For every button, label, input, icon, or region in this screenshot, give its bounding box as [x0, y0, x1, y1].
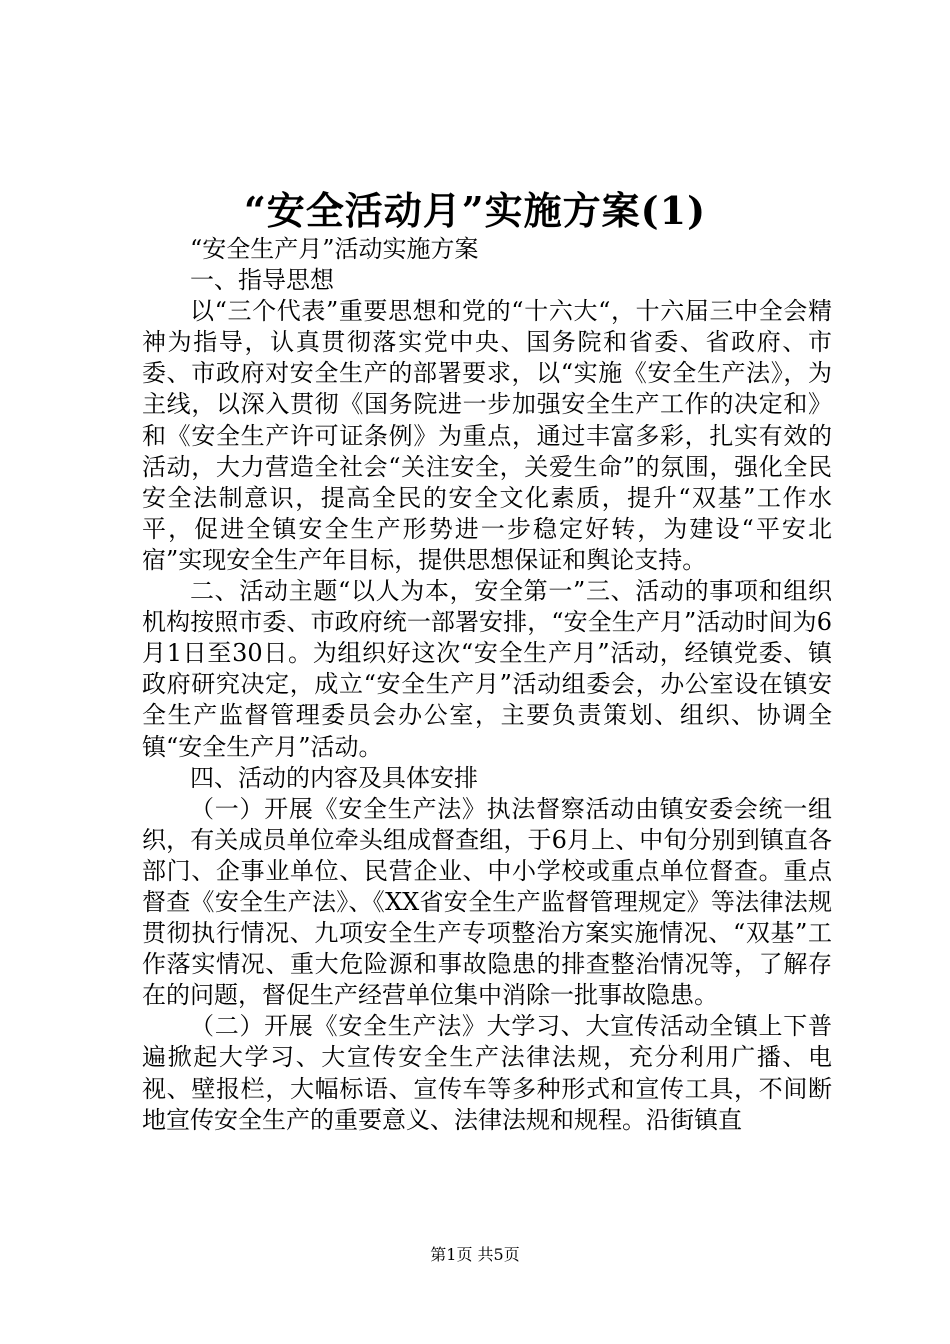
page-footer: 第1页 共5页 — [430, 1245, 520, 1264]
document-title: “安全活动月”实施方案(1) — [243, 188, 707, 233]
paragraph-theme-and-organization: 二、活动主题“以人为本，安全第一”三、活动的事项和组织机构按照市委、市政府统一部署安排，“安全生产月”活动时间为6月1日至30日。为组织好这次“安全生产月”活动，经镇党委、镇政府研究决定，成立“安全生产月”活动组委会，办公室设在镇安全生产监督管理委员会办公室，主要负责策划、组织、协调全镇“安全生产月”活动。 — [142, 577, 832, 761]
paragraph-subtitle: “安全生产月”活动实施方案 — [190, 235, 479, 263]
paragraph-law-study-publicity: （二）开展《安全生产法》大学习、大宣传活动全镇上下普遍掀起大学习、大宣传安全生产法律法规，充分利用广播、电视、壁报栏，大幅标语、宣传车等多种形式和宣传工具，不间断地宣传安全生产的重要意义、法律法规和规程。沿街镇直 — [142, 1012, 832, 1134]
paragraph-guiding-ideology: 以“三个代表”重要思想和党的“十六大“，十六届三中全会精神为指导，认真贯彻落实党中央、国务院和省委、省政府、市委、市政府对安全生产的部署要求，以“实施《安全生产法》，为主线，以深入贯彻《国务院进一步加强安全生产工作的决定和》和《安全生产许可证条例》为重点，通过丰富多彩，扎实有效的活动，大力营造全社会“关注安全，关爱生命”的氛围，强化全民安全法制意识，提高全民的安全文化素质，提升“双基”工作水平，促进全镇安全生产形势进一步稳定好转，为建设“平安北宿”实现安全生产年目标，提供思想保证和舆论支持。 — [142, 297, 832, 574]
paragraph-heading-guiding-ideology: 一、指导思想 — [190, 266, 334, 295]
paragraph-law-inspection: （一）开展《安全生产法》执法督察活动由镇安委会统一组织，有关成员单位牵头组成督查组，于6月上、中旬分别到镇直各部门、企事业单位、民营企业、中小学校或重点单位督查。重点督查《安全生产法》、《XX省安全生产监督管理规定》等法律法规贯彻执行情况、九项安全生产专项整治方案实施情况、“双基”工作落实情况、重大危险源和事故隐患的排查整治情况等，了解存在的问题，督促生产经营单位集中消除一批事故隐患。 — [142, 794, 832, 1010]
document-body — [142, 234, 832, 1136]
paragraph-heading-activity-content: 四、活动的内容及具体安排 — [190, 763, 478, 792]
